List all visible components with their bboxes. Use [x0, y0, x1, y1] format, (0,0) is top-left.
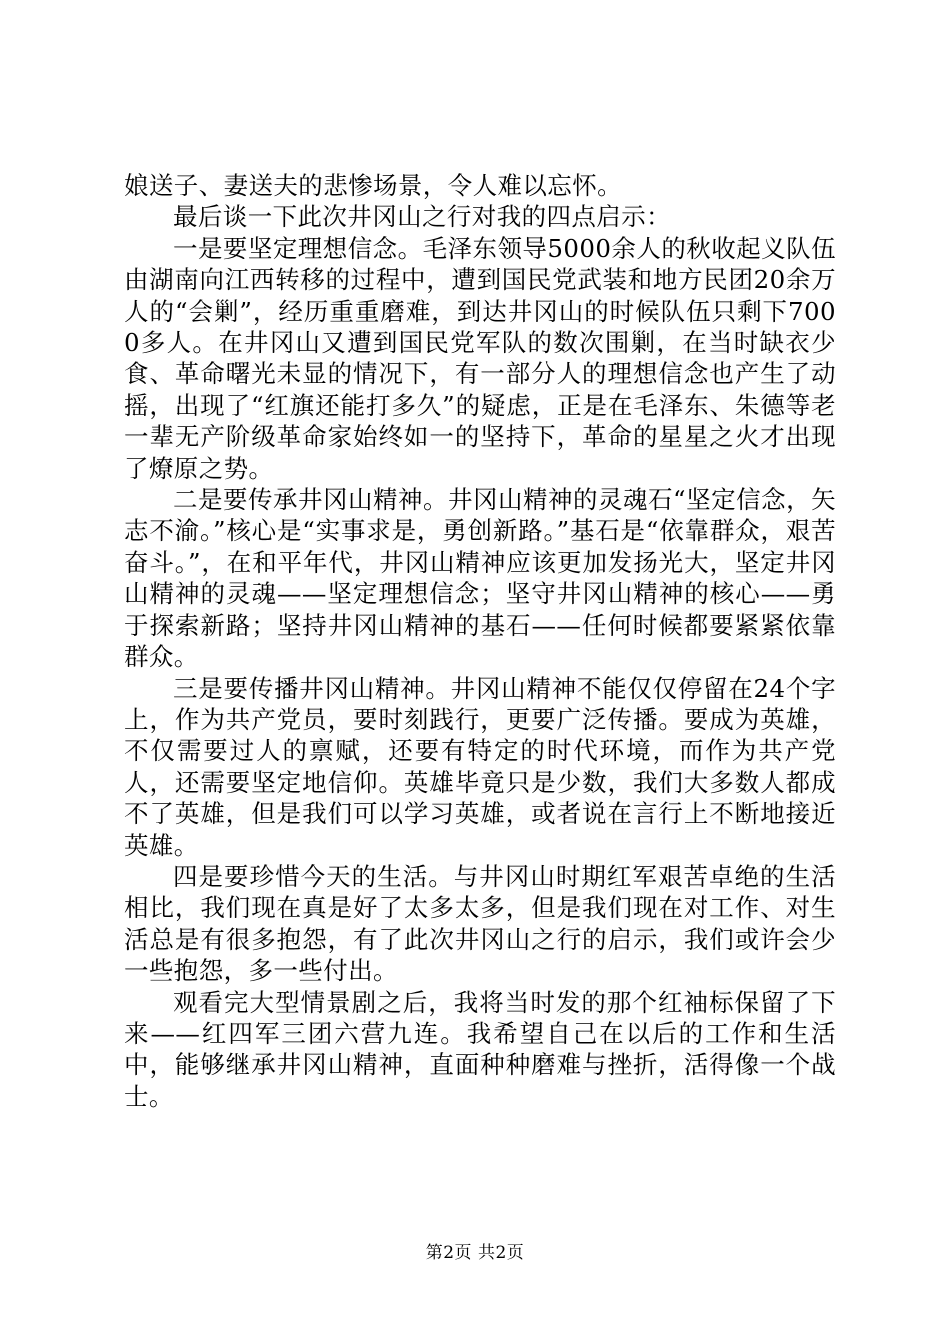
paragraph-point-two: 二是要传承井冈山精神。井冈山精神的灵魂石“坚定信念，矢志不渝。”核心是“实事求是，勇创新路。”基石是“依靠群众，艰苦奋斗。”，在和平年代，井冈山精神应该更加发扬光大，坚定井冈山精神的灵魂——坚定理想信念；坚守井冈山精神的核心——勇于探索新路；坚持井冈山精神的基石——任何时候都要紧紧依靠群众。: [124, 485, 836, 672]
document-body: [124, 170, 836, 1112]
page-footer: [0, 1243, 950, 1263]
page-number-label: 第2页 共2页: [425, 1243, 525, 1263]
paragraph-point-three: 三是要传播井冈山精神。井冈山精神不能仅仅停留在24个字上，作为共产党员，要时刻践行，更要广泛传播。要成为英雄，不仅需要过人的禀赋，还要有特定的时代环境，而作为共产党人，还需要坚定地信仰。英雄毕竟只是少数，我们大多数人都成不了英雄，但是我们可以学习英雄，或者说在言行上不断地接近英雄。: [124, 673, 836, 860]
paragraph-point-one: 一是要坚定理想信念。毛泽东领导5000余人的秋收起义队伍由湖南向江西转移的过程中，遭到国民党武装和地方民团20余万人的“会剿”，经历重重磨难，到达井冈山的时候队伍只剩下7000多人。在井冈山又遭到国民党军队的数次围剿，在当时缺衣少食、革命曙光未显的情况下，有一部分人的理想信念也产生了动摇，出现了“红旗还能打多久”的疑虑，正是在毛泽东、朱德等老一辈无产阶级革命家始终如一的坚持下，革命的星星之火才出现了燎原之势。: [124, 233, 836, 483]
paragraph-continuation: 娘送子、妻送夫的悲惨场景，令人难以忘怀。: [124, 171, 622, 200]
paragraph-intro: 最后谈一下此次井冈山之行对我的四点启示：: [173, 202, 671, 232]
paragraph-point-four: 四是要珍惜今天的生活。与井冈山时期红军艰苦卓绝的生活相比，我们现在真是好了太多太多，但是我们现在对工作、对生活总是有很多抱怨，有了此次井冈山之行的启示，我们或许会少一些抱怨，多一些付出。: [124, 861, 836, 986]
paragraph-conclusion: 观看完大型情景剧之后，我将当时发的那个红袖标保留了下来——红四军三团六营九连。我希望自己在以后的工作和生活中，能够继承井冈山精神，直面种种磨难与挫折，活得像一个战士。: [124, 987, 836, 1111]
